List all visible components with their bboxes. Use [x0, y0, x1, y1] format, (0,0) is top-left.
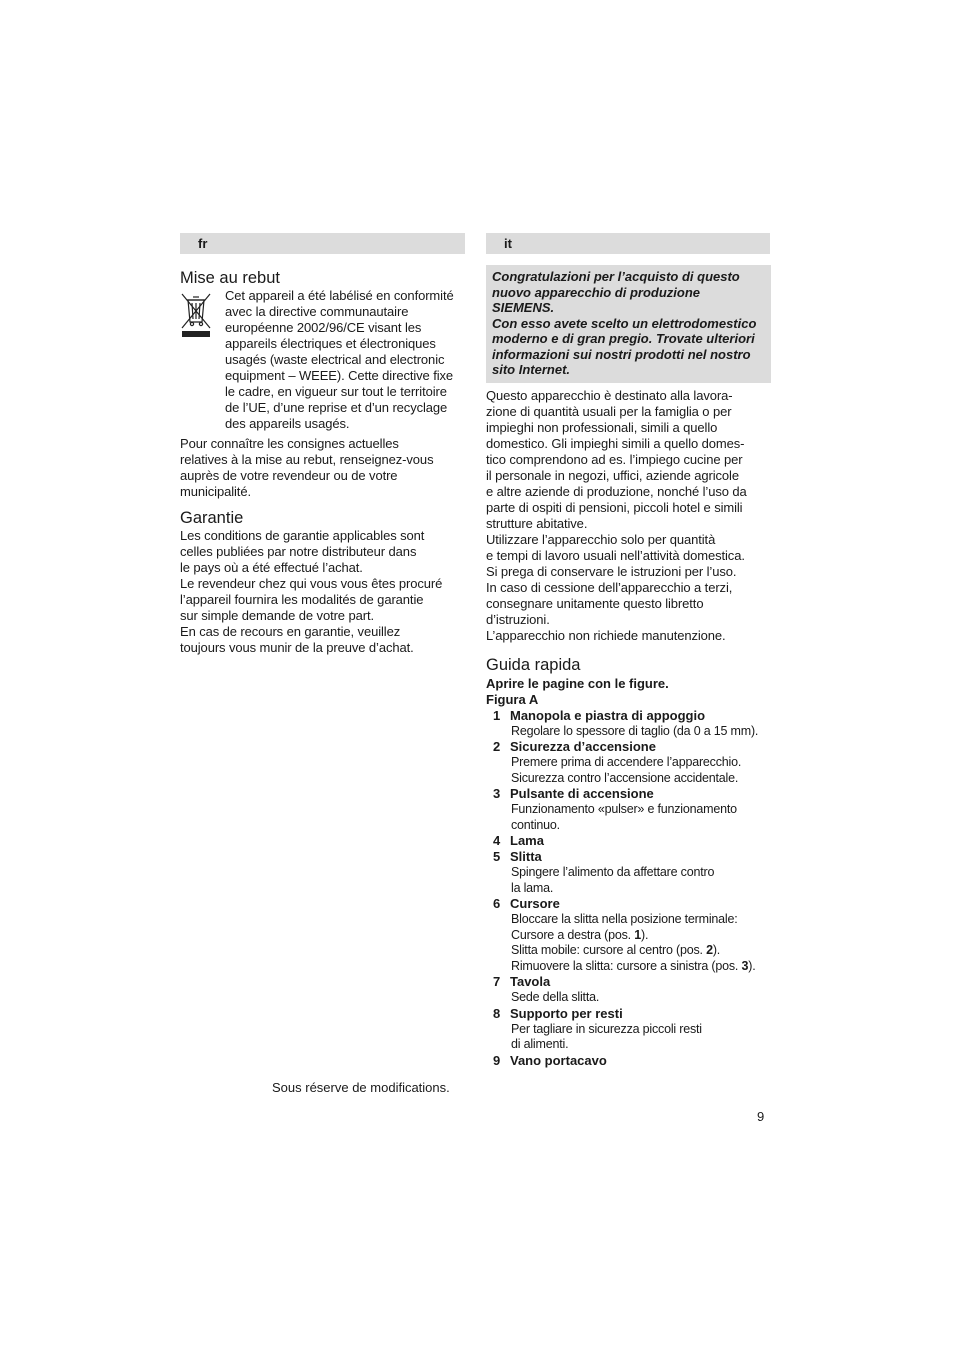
language-bar-it: it: [486, 233, 770, 254]
list-item: [486, 1006, 771, 1053]
item-number: 9: [493, 1052, 501, 1068]
list-item: [486, 1053, 771, 1069]
list-item: [486, 786, 771, 833]
list-item: [486, 708, 771, 740]
item-description: Per tagliare in sicurezza piccoli resti di alimenti.: [511, 1021, 702, 1051]
usage-text: Questo apparecchio è destinato alla lavora- zione di quantità usuali per la famiglia o per impieghi non professionali, simili a quello domestico. Gli impieghi simili a quello domes- tico comprendono ad es. l’impiego cucine per il personale in negozi, uffici, aziende agricole e altre aziende di produzione, nonché l’uso da parte di ospiti di pensioni, piccoli hotel e simili strutture abitative. Utilizzare l’apparecchio solo per quantità e tempi di lavoro usuali nell’attività domestica. Si prega di conservare le istruzioni per l’uso. In caso di cessione dell’apparecchio a terzi, consegnare unitamente questo libretto d’istruzioni. L’apparecchio non richiede manutenzione.: [486, 387, 747, 643]
list-item: [486, 849, 771, 896]
item-title: Cursore: [510, 896, 560, 911]
item-number: 4: [493, 833, 501, 848]
item-title: Lama: [510, 833, 544, 848]
list-item: [486, 974, 771, 1006]
footer-note: Sous réserve de modifications.: [272, 1080, 450, 1095]
item-description: Spingere l’alimento da affettare contro la lama.: [511, 865, 715, 895]
item-number: 3: [493, 786, 501, 801]
disposal-text: Cet appareil a été labélisé en conformité avec la directive communautaire européenne 2002/96/CE visant les appareils électriques et électroniques usagés (waste electrical and electronic equipment – WEEE). Cette directive fixe le cadre, en vigueur sur tout le territoire de l’UE, d’une reprise et d’un recyclage des appareils usagés.: [225, 288, 454, 431]
item-number: 2: [493, 739, 501, 754]
parts-list: [486, 708, 771, 1069]
item-description: Bloccare la slitta nella posizione terminale: Cursore a destra (pos. 1). Slitta mobile: cursore al centro (pos. 2). Rimuovere la slitta: cursore a sinistra (pos. 3).: [511, 912, 756, 973]
page-number: 9: [757, 1109, 765, 1124]
warranty-text: Les conditions de garantie applicables sont celles publiées par notre distributeur dans le pays où a été effectué l’achat. Le revendeur chez qui vous vous êtes procuré l’appareil fournira les modalités de garantie sur simple demande de votre part. En cas de recours en garantie, veuillez toujours vous munir de la preuve d’achat.: [180, 528, 443, 655]
open-pages-note: Aprire le pagine con le figure.: [486, 675, 669, 691]
intro-box: Congratulazioni per l’acquisto di questo nuovo apparecchio di produzione SIEMENS. Con esso avete scelto un elettrodomestico moderno e di gran pregio. Trovate ulteriori informazioni sui nostri prodotti nel nostro sito Internet.: [486, 265, 771, 383]
disposal-text-2: Pour connaître les consignes actuelles relatives à la mise au rebut, renseignez-vous auprès de votre revendeur ou de votre municipalité.: [180, 436, 434, 499]
item-number: 1: [493, 707, 501, 723]
item-title: Supporto per resti: [510, 1005, 623, 1021]
section-title-warranty: Garantie: [180, 509, 244, 527]
list-item: [486, 833, 771, 849]
section-title-quick-guide: Guida rapida: [486, 655, 581, 674]
column-it: [486, 233, 771, 1069]
item-description: Funzionamento «pulser» e funzionamento continuo.: [511, 802, 737, 832]
item-title: Tavola: [510, 974, 551, 989]
item-description: Regolare lo spessore di taglio (da 0 a 15 mm).: [511, 723, 759, 738]
item-number: 5: [493, 849, 501, 864]
item-title: Sicurezza d’accensione: [510, 739, 656, 754]
crossed-out-wheelie-bin-icon: [180, 290, 212, 338]
item-title: Manopola e piastra di appoggio: [510, 707, 706, 723]
disposal-block: [180, 288, 465, 432]
list-item: [486, 739, 771, 786]
language-bar-fr: fr: [180, 233, 465, 254]
item-title: Slitta: [510, 849, 542, 864]
section-title-disposal: Mise au rebut: [180, 269, 280, 287]
item-number: 7: [493, 974, 501, 989]
item-title: Pulsante di accensione: [510, 786, 654, 801]
item-number: 8: [493, 1005, 501, 1021]
item-description: Premere prima di accendere l’apparecchio. Sicurezza contro l’accensione accidentale.: [511, 755, 742, 785]
item-title: Vano portacavo: [510, 1052, 607, 1068]
item-number: 6: [493, 896, 501, 911]
item-description: Sede della slitta.: [511, 990, 600, 1004]
list-item: [486, 896, 771, 974]
figure-label: Figura A: [486, 691, 539, 707]
column-fr: [180, 233, 465, 656]
